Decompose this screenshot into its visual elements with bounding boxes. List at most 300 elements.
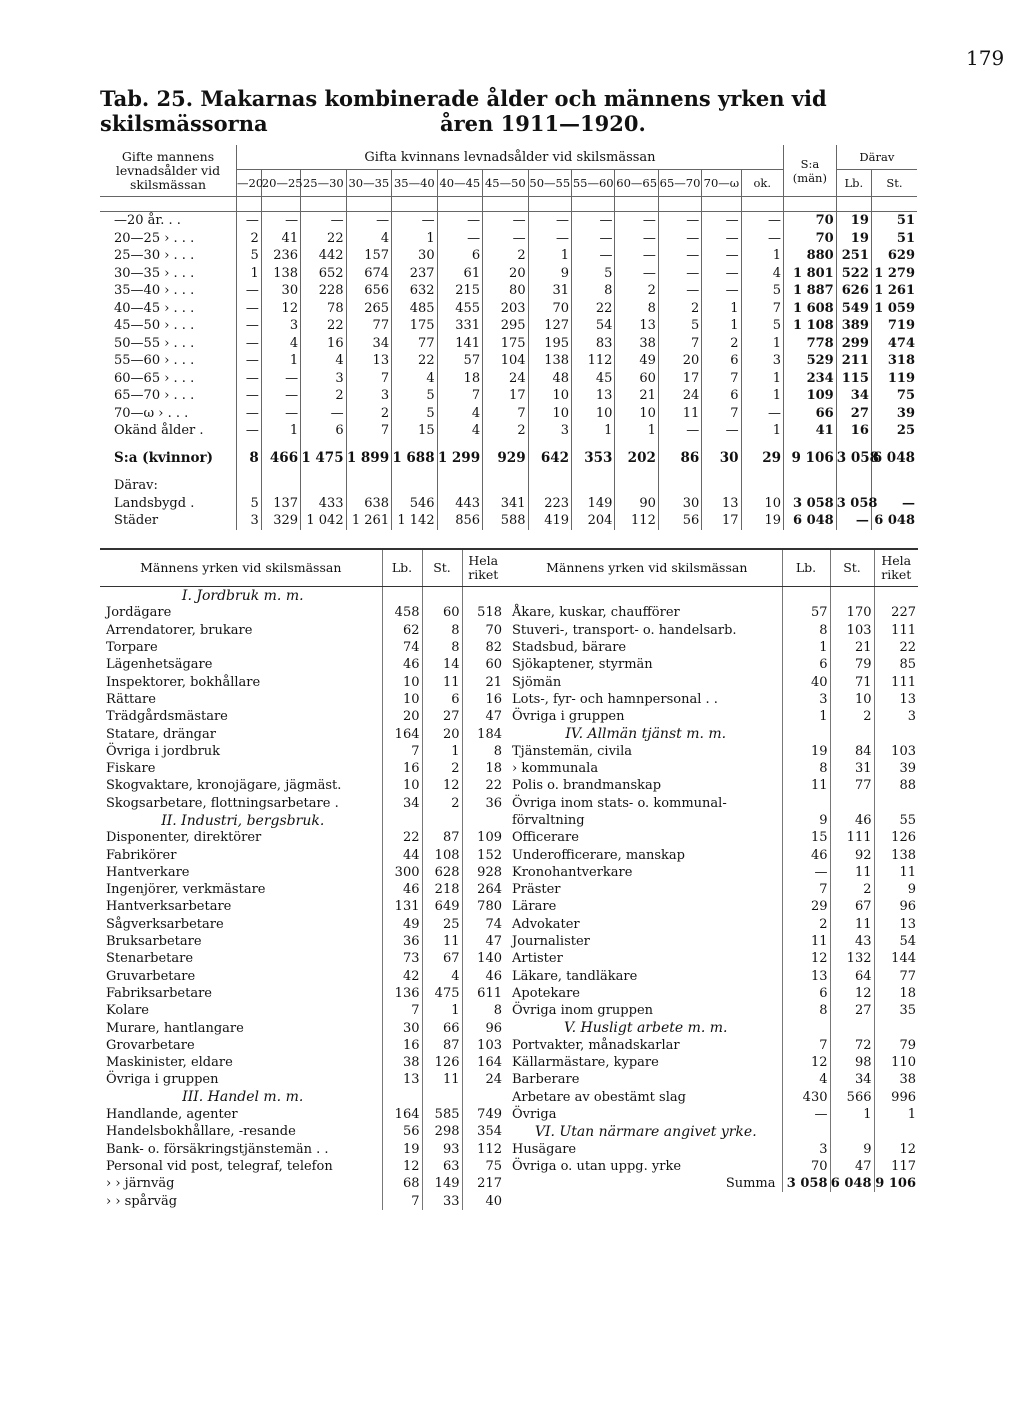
table-cell: 353 — [572, 450, 615, 468]
section-heading: IV. Allmän tjänst m. m. — [565, 726, 727, 743]
table-cell: 86 — [658, 450, 701, 468]
gap-cell — [237, 467, 262, 477]
table-cell: 638 — [346, 495, 392, 513]
table-cell: 202 — [615, 450, 658, 468]
gap-cell — [392, 440, 438, 450]
lb-cell: 7 — [382, 1192, 422, 1209]
occupation-name: Präster — [512, 882, 561, 898]
table-row — [504, 777, 918, 794]
spacer-cell — [237, 197, 262, 212]
table-cell: 1 261 — [346, 512, 392, 530]
occupation-name: Disponenter, direktörer — [106, 830, 262, 846]
gap-cell — [528, 440, 571, 450]
table-cell — [528, 477, 571, 495]
table-cell: — — [658, 422, 701, 440]
st-cell: 126 — [422, 1054, 462, 1071]
table-cell: 341 — [483, 495, 529, 513]
spacer-cell — [615, 197, 658, 212]
table-row — [100, 604, 504, 621]
occupation-name: Maskinister, eldare — [106, 1055, 233, 1071]
table-row — [504, 760, 918, 777]
table-cell: 21 — [615, 387, 658, 405]
table-cell: — — [702, 282, 741, 300]
table-row — [504, 1141, 918, 1158]
lb-cell: 299 — [836, 335, 871, 353]
table-cell: — — [301, 405, 347, 423]
table-title: Tab. 25. Makarnas kombinerade ålder och männens yrken vid skilsmässorna — [100, 86, 827, 136]
table-cell: 77 — [346, 317, 392, 335]
table-row — [100, 898, 504, 915]
st-cell: 21 — [830, 639, 874, 656]
blank-row — [504, 587, 918, 605]
section-heading-row — [504, 1019, 918, 1036]
st-cell: 566 — [830, 1089, 874, 1106]
table-cell — [782, 1123, 830, 1140]
table-cell: — — [483, 230, 529, 248]
hela-cell: 24 — [462, 1071, 504, 1088]
table-cell: 10 — [528, 405, 571, 423]
table-cell — [830, 587, 874, 605]
table-row — [504, 1037, 918, 1054]
gap-cell — [741, 467, 783, 477]
st-cell: 9 — [830, 1141, 874, 1158]
section-heading: V. Husligt arbete m. m. — [563, 1020, 728, 1037]
table-cell: 237 — [392, 265, 438, 283]
table-cell: — — [702, 212, 741, 230]
hela-cell: 16 — [462, 691, 504, 708]
occupation-name: Övriga inom stats- o. kommunal- — [512, 795, 727, 811]
lb-cell: 13 — [782, 968, 830, 985]
stader-row — [100, 512, 917, 530]
occupation-name: Tjänstemän, civila — [512, 743, 632, 759]
table-row — [100, 1106, 504, 1123]
table-cell: — — [237, 387, 262, 405]
table-cell: — — [301, 212, 347, 230]
lb-cell: 3 — [782, 1141, 830, 1158]
occupation-name: Kronohantverkare — [512, 864, 633, 880]
table-row — [100, 212, 917, 230]
table-cell: 22 — [572, 300, 615, 318]
st-cell: 132 — [830, 950, 874, 967]
occupation-name: Skogvaktare, kronojägare, jägmäst. — [106, 778, 342, 794]
gap-cell — [100, 440, 237, 450]
gap-cell — [741, 440, 783, 450]
gap-cell — [301, 440, 347, 450]
table-cell: 41 — [261, 230, 300, 248]
occupation-header: Männens yrken vid skilsmässan — [504, 549, 782, 587]
lb-header: Lb. — [382, 549, 422, 587]
gap-cell — [784, 440, 837, 450]
occupation-name: Handlande, agenter — [106, 1107, 238, 1123]
table-cell: 7 — [702, 405, 741, 423]
table-cell — [504, 587, 782, 605]
table-cell: 856 — [437, 512, 483, 530]
table-cell: 4 — [437, 405, 483, 423]
table-cell: 5 — [392, 405, 438, 423]
table-cell: 22 — [301, 317, 347, 335]
gap-cell — [261, 440, 300, 450]
occupation-table-left — [100, 548, 504, 1210]
lb-cell: 20 — [382, 708, 422, 725]
table-cell: 17 — [702, 512, 741, 530]
table-cell: 329 — [261, 512, 300, 530]
hela-cell: 749 — [462, 1106, 504, 1123]
table-cell: 13 — [615, 317, 658, 335]
table-cell: — — [237, 282, 262, 300]
sum-cell: 880 — [784, 247, 837, 265]
lb-cell: 42 — [382, 968, 422, 985]
table-cell: 2 — [702, 335, 741, 353]
sum-cell: 70 — [784, 212, 837, 230]
lb-cell: 211 — [836, 352, 871, 370]
occupation-table-right — [504, 548, 918, 1192]
lb-cell: 1 — [782, 639, 830, 656]
table-cell: 1 — [741, 335, 783, 353]
table-cell: 295 — [483, 317, 529, 335]
st-cell: 4 — [422, 968, 462, 985]
lb-cell: 136 — [382, 985, 422, 1002]
table-cell — [871, 477, 917, 495]
lb-header: Lb. — [836, 170, 871, 197]
hela-cell: 18 — [462, 760, 504, 777]
occupation-name: Portvakter, månadskarlar — [512, 1037, 680, 1053]
table-row — [504, 1089, 918, 1106]
hela-cell: 13 — [874, 691, 918, 708]
occupation-name: Kolare — [106, 1003, 150, 1019]
st-cell: 318 — [871, 352, 917, 370]
st-cell: 92 — [830, 846, 874, 863]
table-cell: 419 — [528, 512, 571, 530]
hela-cell: 11 — [874, 864, 918, 881]
st-cell: 31 — [830, 760, 874, 777]
table-cell — [346, 477, 392, 495]
table-cell: 10 — [615, 405, 658, 423]
hela-cell: 126 — [874, 829, 918, 846]
table-cell: — — [702, 247, 741, 265]
table-cell: 13 — [702, 495, 741, 513]
of-which-row — [100, 477, 917, 495]
hela-cell: 36 — [462, 795, 504, 812]
lb-cell: 70 — [782, 1158, 830, 1175]
st-cell: 51 — [871, 212, 917, 230]
occupation-name: Arbetare av obestämt slag — [512, 1089, 686, 1105]
table-cell: 157 — [346, 247, 392, 265]
lb-cell: 3 — [782, 691, 830, 708]
sum-cell: 9 106 — [784, 450, 837, 468]
table-row — [100, 639, 504, 656]
hela-cell: 110 — [874, 1054, 918, 1071]
table-cell: 15 — [392, 422, 438, 440]
st-cell: 27 — [422, 708, 462, 725]
of-which-label: Därav: — [114, 478, 158, 494]
lb-cell: 522 — [836, 265, 871, 283]
table-cell: 83 — [572, 335, 615, 353]
occupation-name: Övriga inom gruppen — [512, 1003, 654, 1019]
table-cell: — — [572, 212, 615, 230]
table-cell: — — [392, 212, 438, 230]
table-row — [100, 405, 917, 423]
table-cell — [392, 477, 438, 495]
table-cell — [615, 477, 658, 495]
table-cell — [382, 587, 422, 605]
table-cell: 466 — [261, 450, 300, 468]
st-cell: 77 — [830, 777, 874, 794]
table-row — [100, 1123, 504, 1140]
lb-cell: 56 — [382, 1123, 422, 1140]
table-cell: 12 — [261, 300, 300, 318]
gap-row — [100, 440, 917, 450]
table-row — [100, 777, 504, 794]
table-cell: 20 — [483, 265, 529, 283]
st-cell: 12 — [422, 777, 462, 794]
lb-cell: 7 — [782, 881, 830, 898]
table-row — [504, 656, 918, 673]
hela-cell: 47 — [462, 708, 504, 725]
table-cell: 7 — [437, 387, 483, 405]
occupation-name: Personal vid post, telegraf, telefon — [106, 1158, 333, 1174]
table-cell: 11 — [658, 405, 701, 423]
table-cell — [874, 1019, 918, 1036]
table-row — [100, 968, 504, 985]
table-row — [504, 968, 918, 985]
table-row — [100, 622, 504, 639]
table-cell — [483, 477, 529, 495]
lb-cell: 1 — [782, 708, 830, 725]
lb-cell: 73 — [382, 950, 422, 967]
hela-cell: 227 — [874, 604, 918, 621]
lb-cell: 22 — [382, 829, 422, 846]
section-heading-row — [100, 812, 504, 829]
table-cell: 56 — [658, 512, 701, 530]
hela-cell: 74 — [462, 916, 504, 933]
table-cell: — — [572, 247, 615, 265]
lb-cell: 3 058 — [782, 1175, 830, 1192]
hela-header: Hela riket — [874, 549, 918, 587]
table-cell — [382, 1089, 422, 1106]
table-cell: — — [658, 247, 701, 265]
table-cell — [422, 1089, 462, 1106]
hela-cell: 75 — [462, 1158, 504, 1175]
table-cell: 137 — [261, 495, 300, 513]
lb-cell: 6 — [782, 656, 830, 673]
table-cell: 60 — [615, 370, 658, 388]
st-cell: 1 — [422, 743, 462, 760]
table-row — [100, 1037, 504, 1054]
table-cell: — — [261, 387, 300, 405]
table-cell: — — [741, 230, 783, 248]
st-cell: 474 — [871, 335, 917, 353]
st-cell: 719 — [871, 317, 917, 335]
section-heading: I. Jordbruk m. m. — [181, 587, 304, 604]
table-cell: 2 — [346, 405, 392, 423]
occupation-name: Stenarbetare — [106, 951, 194, 967]
occupation-name: Bank- o. försäkringstjänstemän . . — [106, 1141, 329, 1157]
table-cell: 10 — [572, 405, 615, 423]
table-cell: 2 — [615, 282, 658, 300]
table-cell: 1 — [741, 247, 783, 265]
table-cell — [572, 477, 615, 495]
table-cell: — — [237, 335, 262, 353]
table-cell: 4 — [392, 370, 438, 388]
gap-cell — [658, 440, 701, 450]
occupation-name: Torpare — [106, 640, 158, 656]
hela-cell: 264 — [462, 881, 504, 898]
table-row — [504, 795, 918, 812]
lb-cell: 549 — [836, 300, 871, 318]
hela-cell: 77 — [874, 968, 918, 985]
occupation-name: Övriga i jordbruk — [106, 743, 221, 759]
occupation-name: › kommunala — [512, 761, 599, 777]
hela-cell: 1 — [874, 1106, 918, 1123]
table-row — [504, 829, 918, 846]
lb-cell: 16 — [382, 1037, 422, 1054]
table-cell: 265 — [346, 300, 392, 318]
table-cell: — — [237, 405, 262, 423]
table-cell: 203 — [483, 300, 529, 318]
table-cell: — — [572, 230, 615, 248]
age-combination-table — [100, 145, 917, 530]
hela-cell: 8 — [462, 1002, 504, 1019]
row-label: 30—35 › . . . — [114, 265, 195, 281]
row-label: 25—30 › . . . — [114, 248, 195, 264]
table-cell: 4 — [741, 265, 783, 283]
table-cell: 5 — [392, 387, 438, 405]
st-cell: 11 — [422, 933, 462, 950]
occupation-name: Övriga o. utan uppg. yrke — [512, 1158, 682, 1174]
occupation-name: Artister — [512, 951, 563, 967]
st-cell: 6 048 — [872, 450, 915, 467]
table-cell: 38 — [615, 335, 658, 353]
table-cell: — — [237, 212, 262, 230]
table-cell: — — [741, 212, 783, 230]
lb-cell: — — [782, 1106, 830, 1123]
st-cell: 60 — [422, 604, 462, 621]
table-row — [504, 604, 918, 621]
lb-cell: 40 — [782, 673, 830, 690]
table-cell: 19 — [741, 512, 783, 530]
table-cell: 78 — [301, 300, 347, 318]
lb-cell: 626 — [836, 282, 871, 300]
lb-cell: 131 — [382, 898, 422, 915]
lb-cell: 16 — [382, 760, 422, 777]
table-row — [504, 864, 918, 881]
table-row — [504, 1158, 918, 1175]
occupation-name: Arrendatorer, brukare — [106, 622, 253, 638]
spacer-cell — [836, 197, 871, 212]
table-cell: 13 — [346, 352, 392, 370]
occupation-name: Ingenjörer, verkmästare — [106, 882, 266, 898]
occupation-name: Sågverksarbetare — [106, 916, 224, 932]
hela-cell: 60 — [462, 656, 504, 673]
occupation-name: Handelsbokhållare, -resande — [106, 1124, 296, 1140]
table-row — [100, 1054, 504, 1071]
table-cell: 1 — [741, 422, 783, 440]
lb-cell: 57 — [782, 604, 830, 621]
st-cell: 25 — [422, 916, 462, 933]
st-cell: 34 — [830, 1071, 874, 1088]
hela-cell: 611 — [462, 985, 504, 1002]
hela-cell: 3 — [874, 708, 918, 725]
lb-cell: 7 — [382, 1002, 422, 1019]
section-heading-row — [504, 1123, 918, 1140]
occupation-name: Hantverksarbetare — [106, 899, 232, 915]
table-cell: 331 — [437, 317, 483, 335]
table-row — [100, 916, 504, 933]
lb-cell: 46 — [782, 846, 830, 863]
table-cell: 1 688 — [392, 450, 438, 468]
st-cell: 11 — [422, 1071, 462, 1088]
lb-cell: 29 — [782, 898, 830, 915]
hela-cell: 111 — [874, 622, 918, 639]
table-cell: 10 — [741, 495, 783, 513]
occupation-name: Sjökaptener, styrmän — [512, 657, 653, 673]
spacer-cell — [483, 197, 529, 212]
table-cell: 5 — [237, 495, 262, 513]
table-cell: 3 — [528, 422, 571, 440]
st-cell: 27 — [830, 1002, 874, 1019]
occupation-name: Övriga — [512, 1107, 557, 1123]
hela-cell: 996 — [874, 1089, 918, 1106]
table-cell: — — [528, 212, 571, 230]
table-cell: 1 — [392, 230, 438, 248]
lb-cell — [782, 795, 830, 812]
lb-cell: — — [836, 512, 871, 530]
lb-cell: 34 — [836, 387, 871, 405]
occupation-name: Skogsarbetare, flottningsarbetare . — [106, 795, 339, 811]
st-cell: 585 — [422, 1106, 462, 1123]
table-row — [100, 247, 917, 265]
table-cell: 30 — [702, 450, 741, 468]
gap-cell — [871, 467, 917, 477]
lb-cell: 13 — [382, 1071, 422, 1088]
table-cell: — — [237, 317, 262, 335]
st-cell: 111 — [830, 829, 874, 846]
table-cell: 1 — [741, 387, 783, 405]
table-row — [100, 352, 917, 370]
st-cell: 628 — [422, 864, 462, 881]
sum-cell: 66 — [784, 405, 837, 423]
lb-cell: 19 — [836, 230, 871, 248]
table-cell: 204 — [572, 512, 615, 530]
table-row — [100, 422, 917, 440]
table-cell: 5 — [572, 265, 615, 283]
lb-cell: 11 — [782, 777, 830, 794]
table-cell: 30 — [658, 495, 701, 513]
occupation-name: Husägare — [512, 1141, 577, 1157]
st-cell: 72 — [830, 1037, 874, 1054]
st-header: St. — [422, 549, 462, 587]
table-row — [100, 656, 504, 673]
table-cell: 24 — [483, 370, 529, 388]
table-row — [100, 985, 504, 1002]
lb-cell: 19 — [782, 743, 830, 760]
gap-cell — [301, 467, 347, 477]
hela-cell: 96 — [874, 898, 918, 915]
st-cell: 87 — [422, 829, 462, 846]
table-cell: 1 042 — [301, 512, 347, 530]
st-cell: 11 — [422, 673, 462, 690]
occupation-name: Trädgårdsmästare — [106, 709, 228, 725]
occupation-name: Advokater — [512, 916, 580, 932]
occupation-name: Polis o. brandmanskap — [512, 778, 662, 794]
age-col-header: 20—25 — [261, 170, 300, 197]
table-cell: 104 — [483, 352, 529, 370]
lb-cell: 7 — [382, 743, 422, 760]
st-header: St. — [871, 170, 917, 197]
table-cell: 17 — [483, 387, 529, 405]
occupation-name: Övriga i gruppen — [106, 1072, 219, 1088]
table-cell: — — [346, 212, 392, 230]
